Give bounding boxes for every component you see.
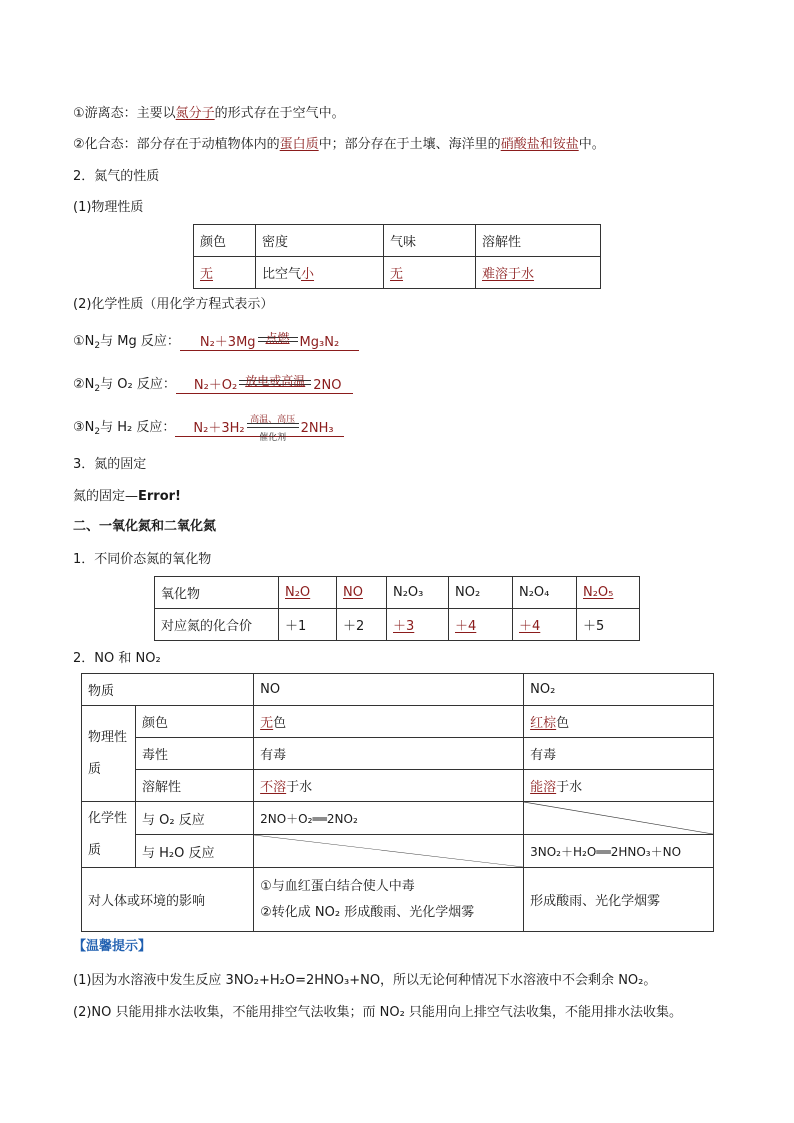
valence-n2o3: ＋3	[387, 609, 449, 641]
oxide-n2o4: N₂O₄	[513, 577, 577, 609]
equation-n2-o2: $②N_2$与 O₂ 反应： N₂＋O₂ 放电或高温 2NO	[73, 376, 353, 394]
valence-n2o: ＋1	[279, 609, 337, 641]
combined-state-line: ②化合态：部分存在于动植物体内的蛋白质中；部分存在于土壤、海洋里的硝酸盐和铵盐中。	[73, 137, 605, 152]
value-solubility: 难溶于水	[476, 257, 601, 289]
oxide-n2o5: N₂O₅	[577, 577, 640, 609]
diagonal-line	[254, 835, 523, 867]
nitrogen-oxides-table	[154, 576, 640, 641]
physical-properties-table	[193, 224, 601, 289]
oxide-no2: NO₂	[449, 577, 513, 609]
empty-diagonal-cell	[524, 802, 714, 835]
section-2-title: 二、一氧化氮和二氧化氮	[73, 519, 217, 534]
no-no2-comparison-table: 物质 NO NO₂ 物理性质 颜色 无色 红棕色 毒性 有毒 有毒 溶解性 不溶于水 能溶于水 化学性质 与 O₂ 反应 2NO＋O₂══2NO₂ 与 H₂O 反应 3NO₂＋H₂O══2HNO₃＋NO 对人体或环境的影响 ①与血红蛋白结合使人中毒 ②转化成 NO₂ 形成酸雨、光化学烟雾 形成酸雨、光化学烟雾	[81, 673, 714, 932]
heading-no-no2: 2．NO 和 NO₂	[73, 651, 161, 666]
header-solubility: 溶解性	[476, 225, 601, 257]
oxide-name-row: 氧化物 N₂O NO N₂O₃ NO₂ N₂O₄ N₂O₅	[155, 577, 640, 609]
heading-chemical-properties: (2)化学性质（用化学方程式表示）	[73, 297, 274, 312]
equation-n2-h2: $③N_2$与 H₂ 反应： N₂＋3H₂ 高温、高压 催化剂 2NH₃	[73, 419, 344, 437]
oxide-no: NO	[337, 577, 387, 609]
valence-n2o4: ＋4	[513, 609, 577, 641]
nitrogen-fixation-line: 氮的固定—Error!	[73, 489, 181, 504]
valence-n2o5: ＋5	[577, 609, 640, 641]
tip-title: 【温馨提示】	[73, 939, 152, 954]
answer-nitrogen-molecule: 氮分子	[175, 106, 215, 121]
value-color: 无	[194, 257, 256, 289]
value-odor: 无	[384, 257, 476, 289]
header-density: 密度	[256, 225, 384, 257]
answer-protein: 蛋白质	[279, 137, 319, 152]
value-density: 比空气小	[256, 257, 384, 289]
valence-no: ＋2	[337, 609, 387, 641]
valence-no2: ＋4	[449, 609, 513, 641]
free-state-line: ①游离态：主要以氮分子的形式存在于空气中。	[73, 106, 345, 121]
answer-nitrate-ammonium: 硝酸盐和铵盐	[500, 137, 579, 152]
heading-physical-properties: (1)物理性质	[73, 200, 144, 215]
heading-nitrogen-fixation: 3．氮的固定	[73, 457, 147, 472]
chemical-properties-label: 化学性质	[82, 802, 136, 868]
physical-properties-label: 物理性质	[82, 706, 136, 802]
empty-diagonal-cell	[254, 835, 524, 868]
heading-nitrogen-properties: 2．氮气的性质	[73, 169, 160, 184]
tip-1: (1)因为水溶液中发生反应 3NO₂+H₂O=2HNO₃+NO，所以无论何种情况下水溶液中不会剩余 NO₂。	[73, 973, 657, 988]
diagonal-line	[524, 802, 713, 834]
header-odor: 气味	[384, 225, 476, 257]
header-color: 颜色	[194, 225, 256, 257]
equation-n2-mg: $①N_2$与 Mg 反应： N₂＋3Mg 点燃 Mg₃N₂	[73, 333, 359, 351]
oxide-n2o: N₂O	[279, 577, 337, 609]
oxide-n2o3: N₂O₃	[387, 577, 449, 609]
valence-row: 对应氮的化合价 ＋1 ＋2 ＋3 ＋4 ＋4 ＋5	[155, 609, 640, 641]
tip-2: (2)NO 只能用排水法收集，不能用排空气法收集；而 NO₂ 只能用向上排空气法收集，不能用排水法收集。	[73, 1005, 682, 1020]
heading-nitrogen-oxides: 1．不同价态氮的氧化物	[73, 552, 212, 567]
